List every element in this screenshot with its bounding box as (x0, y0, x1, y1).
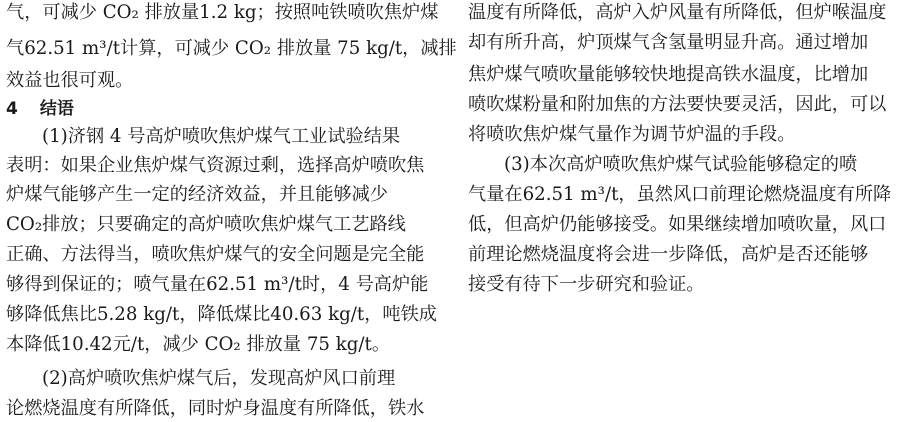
text-line: 炉煤气能够产生一定的经济效益，并且能够减少 (6, 184, 388, 205)
text-line: 温度有所降低，高炉入炉风量有所降低，但炉喉温度 (468, 2, 887, 23)
text-line: 气，可减少 CO₂ 排放量1.2 kg；按照吨铁喷吹焦炉煤 (6, 2, 439, 23)
paragraph-start-line: (1)济钢 4 号高炉喷吹焦炉煤气工业试验结果 (42, 126, 401, 147)
text-line: 气62.51 m³/t计算，可减少 CO₂ 排放量 75 kg/t，减排 (6, 38, 457, 59)
section-title: 结语 (39, 99, 74, 119)
text-line: 喷吹煤粉量和附加焦的方法要快要灵活，因此，可以 (468, 94, 887, 115)
text-line: 接受有待下一步研究和验证。 (468, 274, 705, 295)
text-line: 气量在62.51 m³/t，虽然风口前理论燃烧温度有所降 (468, 184, 892, 205)
text-line: 正确、方法得当，喷吹焦炉煤气的安全问题是完全能 (6, 244, 425, 265)
text-line: CO₂排放；只要确定的高炉喷吹焦炉煤气工艺路线 (6, 214, 406, 235)
paragraph-start-line: (3)本次高炉喷吹焦炉煤气试验能够稳定的喷 (504, 154, 858, 175)
text-line: 低，但高炉仍能够接受。如果继续增加喷吹量，风口 (468, 214, 887, 235)
section-number: 4 (6, 99, 18, 119)
text-line: 将喷吹焦炉煤气量作为调节炉温的手段。 (468, 124, 796, 145)
text-line: 效益也很可观。 (6, 70, 134, 91)
text-line: 表明：如果企业焦炉煤气资源过剩，选择高炉喷吹焦 (6, 155, 425, 176)
text-line: 前理论燃烧温度将会进一步降低，高炉是否还能够 (468, 244, 869, 265)
text-line: 本降低10.42元/t，减少 CO₂ 排放量 75 kg/t。 (6, 334, 391, 355)
text-line: 论燃烧温度有所降低，同时炉身温度有所降低，铁水 (6, 398, 425, 419)
paragraph-start-line: (2)高炉喷吹焦炉煤气后，发现高炉风口前理 (42, 368, 396, 389)
text-line: 却有所升高，炉顶煤气含氢量明显升高。通过增加 (468, 32, 869, 53)
section-heading (6, 96, 74, 122)
text-line: 焦炉煤气喷吹量能够较快地提高铁水温度，比增加 (468, 64, 869, 85)
text-line: 够得到保证的；喷气量在62.51 m³/t时，4 号高炉能 (6, 274, 429, 295)
text-line: 够降低焦比5.28 kg/t，降低煤比40.63 kg/t，吨铁成 (6, 304, 437, 325)
